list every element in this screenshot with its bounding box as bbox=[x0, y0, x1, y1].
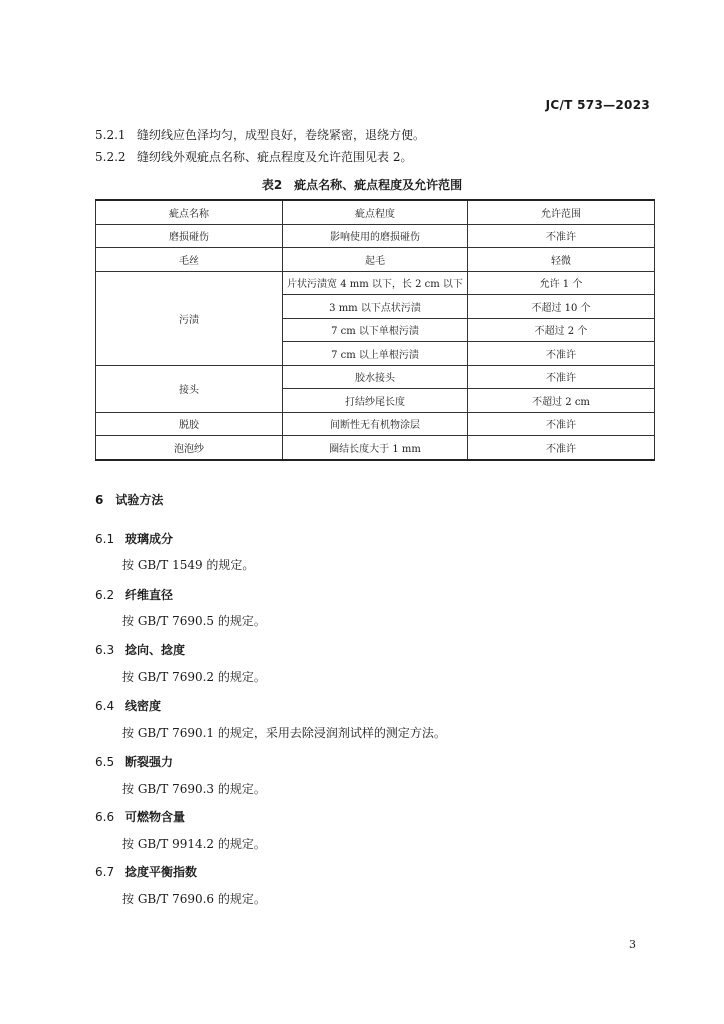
clause-number: 5.2.2 bbox=[95, 150, 126, 164]
defect-name: 污渍 bbox=[96, 271, 283, 365]
defect-degree: 片状污渍宽 4 mm 以下，长 2 cm 以下 bbox=[283, 271, 468, 295]
defect-degree: 间断性无有机物涂层 bbox=[283, 412, 468, 436]
subsection-number: 6.7 bbox=[95, 865, 115, 879]
subsection-body: 按 GB/T 7690.3 的规定。 bbox=[122, 782, 266, 796]
allowed-range: 允许 1 个 bbox=[468, 271, 655, 295]
subsection-title: 线密度 bbox=[125, 699, 162, 713]
defect-name: 毛丝 bbox=[96, 248, 283, 272]
defect-degree: 起毛 bbox=[283, 248, 468, 272]
subsection-body: 按 GB/T 7690.6 的规定。 bbox=[122, 892, 266, 906]
subsection-number: 6.6 bbox=[95, 810, 115, 824]
clause-text: 缝纫线应色泽均匀，成型良好，卷绕紧密，退绕方便。 bbox=[137, 128, 426, 142]
allowed-range: 不准许 bbox=[468, 365, 655, 389]
header-cell: 允许范围 bbox=[468, 200, 655, 224]
subsection-title: 纤维直径 bbox=[125, 588, 174, 602]
subsection-body: 按 GB/T 1549 的规定。 bbox=[122, 558, 255, 572]
subsection-number: 6.5 bbox=[95, 755, 115, 769]
allowed-range: 轻微 bbox=[468, 248, 655, 272]
subsection-body: 按 GB/T 7690.2 的规定。 bbox=[122, 670, 266, 684]
table-row bbox=[96, 224, 655, 248]
defect-degree: 打结纱尾长度 bbox=[283, 389, 468, 413]
defect-name: 脱胶 bbox=[96, 412, 283, 436]
subsection-number: 6.4 bbox=[95, 699, 115, 713]
allowed-range: 不准许 bbox=[468, 412, 655, 436]
subsection-6-3 bbox=[95, 641, 185, 658]
table-row bbox=[96, 412, 655, 436]
clause-5-2-1 bbox=[95, 126, 425, 143]
subsection-6-5 bbox=[95, 753, 173, 770]
defect-name: 泡泡纱 bbox=[96, 436, 283, 460]
defect-degree: 3 mm 以下点状污渍 bbox=[283, 295, 468, 319]
subsection-title: 玻璃成分 bbox=[125, 532, 174, 546]
header-cell: 疵点名称 bbox=[96, 200, 283, 224]
subsection-number: 6.2 bbox=[95, 588, 115, 602]
defect-degree: 7 cm 以下单根污渍 bbox=[283, 318, 468, 342]
page-number: 3 bbox=[629, 938, 636, 951]
subsection-6-1 bbox=[95, 530, 173, 547]
section-6-title: 6 试验方法 bbox=[95, 493, 164, 507]
table-row bbox=[96, 436, 655, 460]
standard-code-header: JC/T 573—2023 bbox=[545, 98, 650, 112]
subsection-body: 按 GB/T 7690.5 的规定。 bbox=[122, 614, 266, 628]
header-cell: 疵点程度 bbox=[283, 200, 468, 224]
allowed-range: 不超过 10 个 bbox=[468, 295, 655, 319]
clause-text: 缝纫线外观疵点名称、疵点程度及允许范围见表 2。 bbox=[137, 150, 413, 164]
defect-table bbox=[95, 199, 655, 461]
allowed-range: 不超过 2 个 bbox=[468, 318, 655, 342]
subsection-6-6 bbox=[95, 808, 185, 825]
clause-number: 5.2.1 bbox=[95, 128, 126, 142]
subsection-6-7 bbox=[95, 863, 197, 880]
table-row bbox=[96, 271, 655, 295]
allowed-range: 不准许 bbox=[468, 224, 655, 248]
subsection-title: 断裂强力 bbox=[125, 755, 174, 769]
table-header-row bbox=[96, 200, 655, 224]
defect-name: 磨损碰伤 bbox=[96, 224, 283, 248]
subsection-body: 按 GB/T 9914.2 的规定。 bbox=[122, 837, 266, 851]
allowed-range: 不准许 bbox=[468, 436, 655, 460]
allowed-range: 不超过 2 cm bbox=[468, 389, 655, 413]
table-row bbox=[96, 248, 655, 272]
allowed-range: 不准许 bbox=[468, 342, 655, 366]
subsection-number: 6.3 bbox=[95, 643, 115, 657]
table-caption: 表2 疵点名称、疵点程度及允许范围 bbox=[261, 178, 463, 192]
clause-5-2-2 bbox=[95, 148, 412, 165]
subsection-title: 捻度平衡指数 bbox=[125, 865, 198, 879]
defect-name: 接头 bbox=[96, 365, 283, 412]
subsection-title: 捻向、捻度 bbox=[125, 643, 186, 657]
defect-degree: 7 cm 以上单根污渍 bbox=[283, 342, 468, 366]
defect-degree: 影响使用的磨损碰伤 bbox=[283, 224, 468, 248]
subsection-6-2 bbox=[95, 586, 173, 603]
subsection-title: 可燃物含量 bbox=[125, 810, 186, 824]
subsection-6-4 bbox=[95, 697, 161, 714]
subsection-body: 按 GB/T 7690.1 的规定，采用去除浸润剂试样的测定方法。 bbox=[122, 726, 446, 740]
defect-degree: 圈结长度大于 1 mm bbox=[283, 436, 468, 460]
subsection-number: 6.1 bbox=[95, 532, 115, 546]
defect-degree: 胶水接头 bbox=[283, 365, 468, 389]
table-row bbox=[96, 365, 655, 389]
